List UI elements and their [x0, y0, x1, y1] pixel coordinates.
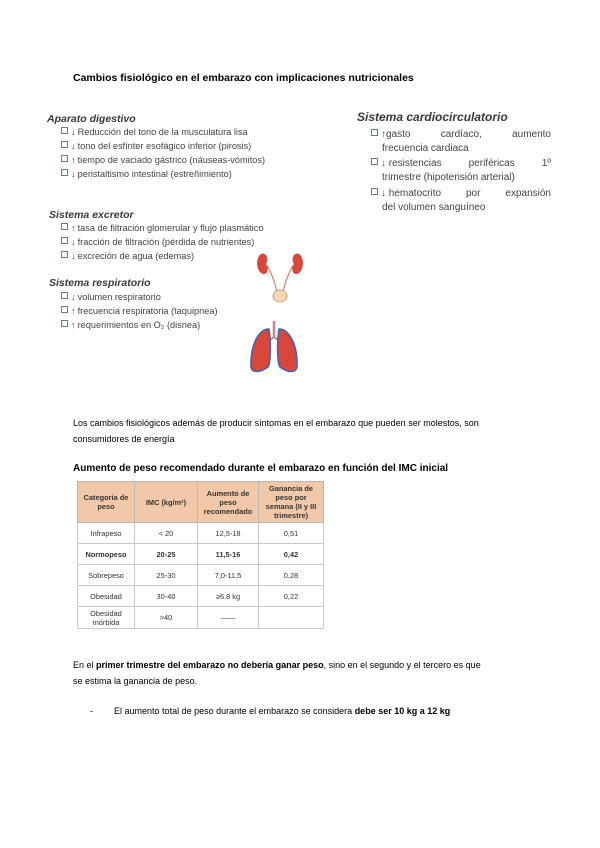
table-cell: 25-30	[135, 565, 198, 586]
respiratorio-title: Sistema respiratorio	[49, 277, 151, 289]
table-cell: 0,51	[259, 523, 324, 544]
weight-gain-bullet: - El aumento total de peso durante el embarazo se considera debe ser 10 kg a 12 kg	[90, 706, 451, 716]
digestivo-title: Aparato digestivo	[47, 113, 136, 125]
digestivo-item: ↓ peristaltismo intestinal (estreñimiento)	[61, 169, 232, 179]
digestivo-item: ↓ Reducción del tono de la musculatura lisa	[61, 127, 248, 137]
table-cell: 0,28	[259, 565, 324, 586]
respiratorio-item: ↓ volumen respiratorio	[61, 292, 161, 302]
table-cell: 20-25	[135, 544, 198, 565]
table-cell: Normopeso	[78, 544, 135, 565]
table-row	[78, 523, 324, 544]
table-cell: ——	[198, 607, 259, 629]
table-cell: 30-40	[135, 586, 198, 607]
table-cell: 7,0-11.5	[198, 565, 259, 586]
table-cell: 0,42	[259, 544, 324, 565]
kidneys-illustration	[255, 248, 305, 304]
table-header-cell: Ganancia de peso por semana (II y III trimestre)	[259, 482, 324, 523]
respiratorio-item: ↑ frecuencia respiratoria (taquipnea)	[61, 306, 218, 316]
bullet-dash: -	[90, 706, 93, 716]
weight-gain-table	[77, 481, 324, 629]
intro-paragraph: Los cambios fisiológicos además de producir síntomas en el embarazo que pueden ser molestos, son consumidores de energía	[73, 418, 479, 444]
cardio-item: ↑ gasto cardíaco, aumento frecuencia cardiaca	[371, 128, 551, 156]
table-header-cell: Aumento de peso recomendado	[198, 482, 259, 523]
respiratorio-item: ↑ requerimientos en O₂ (disnea)	[61, 320, 200, 330]
physiology-figure	[45, 110, 550, 372]
first-trimester-paragraph: En el primer trimestre del embarazo no debería ganar peso, sino en el segundo y el tercero es que se estima la ganancia de peso.	[73, 660, 481, 686]
table-cell: >40	[135, 607, 198, 629]
digestivo-item: ↓ tono del esfínter esofágico inferior (pirosis)	[61, 141, 251, 151]
page-title: Cambios fisiológico en el embarazo con implicaciones nutricionales	[73, 72, 414, 84]
excretor-title: Sistema excretor	[49, 209, 134, 221]
table-cell: 11,5-16	[198, 544, 259, 565]
table-row	[78, 544, 324, 565]
excretor-item: ↑ tasa de filtración glomerular y flujo plasmático	[61, 223, 263, 233]
excretor-item: ↓ excreción de agua (edemas)	[61, 251, 194, 261]
table-cell	[259, 607, 324, 629]
cardio-title: Sistema cardiocirculatorio	[357, 110, 508, 124]
excretor-item: ↓ fracción de filtración (pérdida de nutrientes)	[61, 237, 254, 247]
table-cell: 12,5-18	[198, 523, 259, 544]
table-header-cell: IMC (kg/m²)	[135, 482, 198, 523]
table-cell: Obesidad	[78, 586, 135, 607]
table-cell: < 20	[135, 523, 198, 544]
table-row	[78, 607, 324, 629]
table-header-cell: Categoría de peso	[78, 482, 135, 523]
table-row	[78, 565, 324, 586]
cardio-item: ↓ resistencias periféricas 1º trimestre (hipotensión arterial)	[371, 157, 551, 185]
cardio-item: ↓ hematocrito por expansión del volumen sanguíneo	[371, 187, 551, 215]
table-cell: ≥6.8 kg	[198, 586, 259, 607]
digestivo-item: ↑ tiempo de vaciado gástrico (náuseas-vómitos)	[61, 155, 265, 165]
table-cell: Infrapeso	[78, 523, 135, 544]
table-cell: Obesidad mórbida	[78, 607, 135, 629]
table-header-row	[78, 482, 324, 523]
table-cell: 0,22	[259, 586, 324, 607]
lungs-illustration	[248, 319, 300, 375]
table-title: Aumento de peso recomendado durante el embarazo en función del IMC inicial	[73, 463, 449, 474]
table-cell: Sobrepeso	[78, 565, 135, 586]
table-row	[78, 586, 324, 607]
